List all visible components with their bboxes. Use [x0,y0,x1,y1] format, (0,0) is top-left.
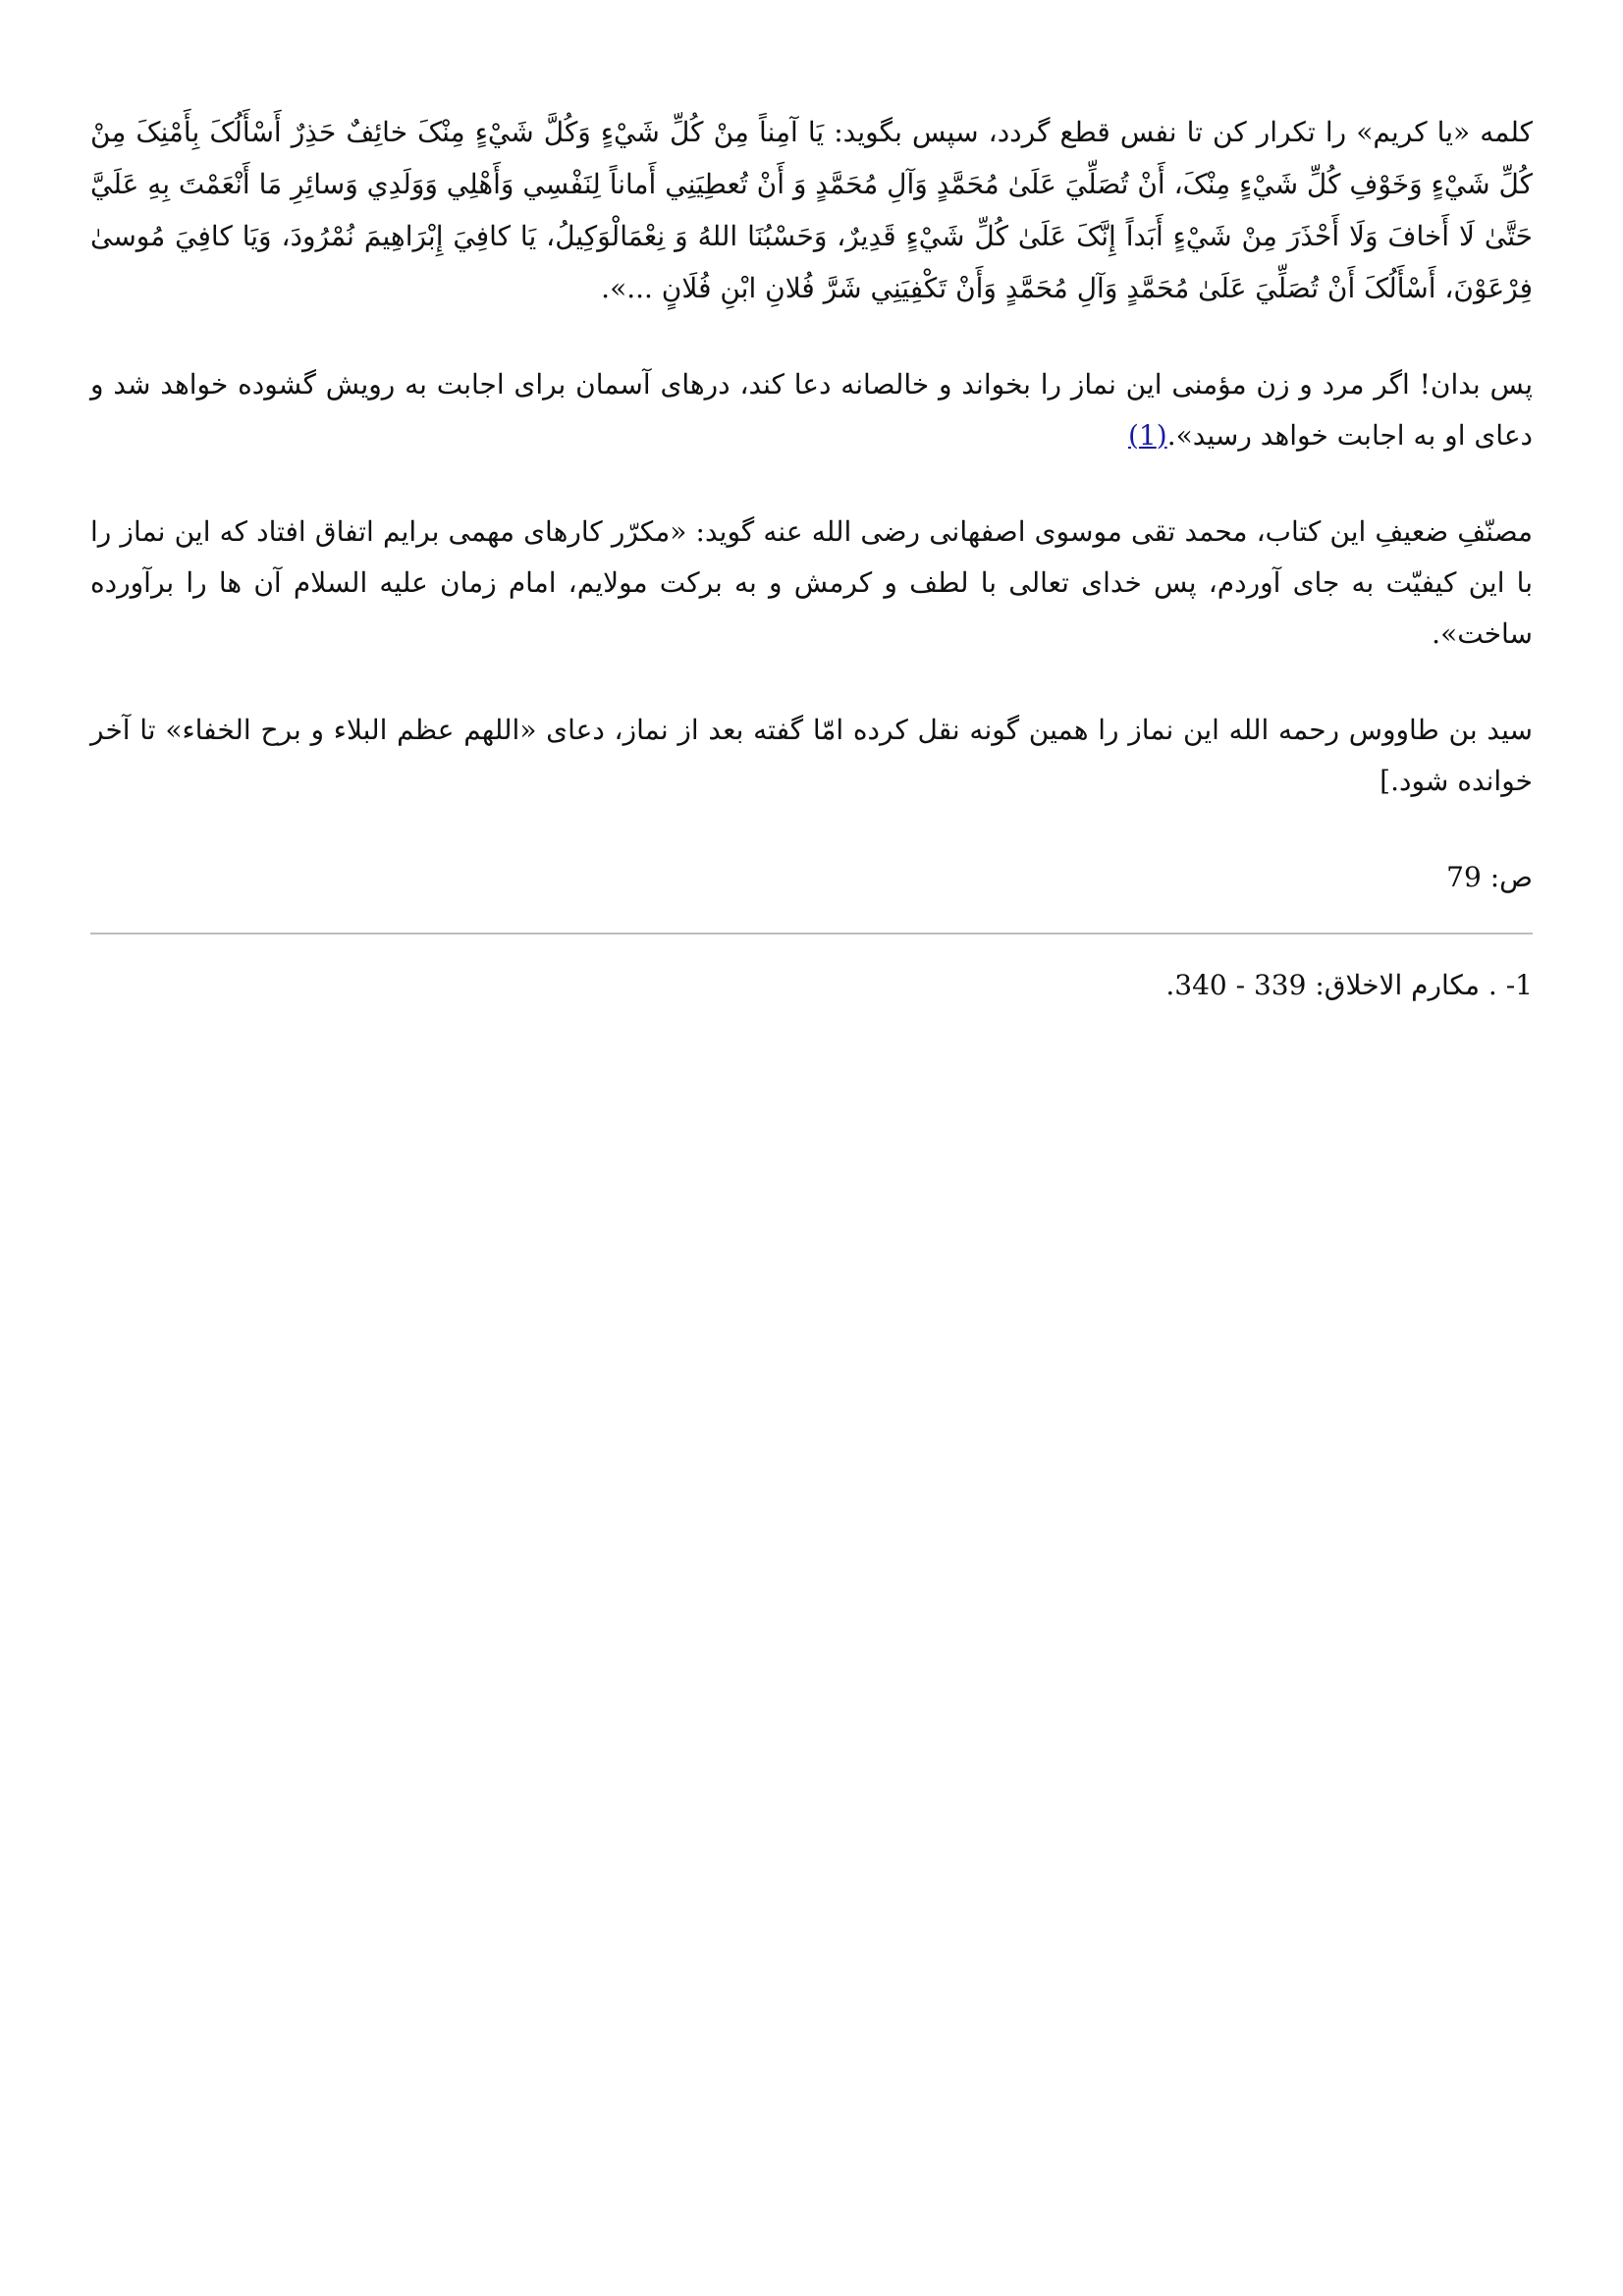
author-note-paragraph: مصنّفِ ضعیفِ این کتاب، محمد تقی موسوی اصفهانی رضی الله عنه گوید: «مکرّر کارهای مهمی برایم اتفاق افتاد که این نماز را با این کیفیّت به جای آوردم، پس خدای تعالی با لطف و کرمش و به برکت مولایم، امام زمان علیه السلام آن ها را برآورده ساخت». [90,515,1534,650]
ibn-tawus-paragraph: سید بن طاووس رحمه الله این نماز را همین گونه نقل کرده امّا گفته بعد از نماز، دعای «اللهم عظم البلاء و برح الخفاء» تا آخر خوانده شود.] [90,714,1533,797]
footnote-divider [90,933,1533,934]
prayer-paragraph: کلمه «یا کریم» را تکرار کن تا نفس قطع گردد، سپس بگوید: یَا آمِناً مِنْ کُلِّ شَيْءٍ وَکُلَّ شَيْءٍ مِنْکَ خائِفٌ حَذِرٌ أَسْأَلُکَ بِأَمْنِکَ مِنْ کُلِّ شَيْءٍ وَخَوْفِ کُلِّ شَيْءٍ مِنْکَ، أَنْ تُصَلِّيَ عَلَىٰ مُحَمَّدٍ وَآلِ مُحَمَّدٍ وَ أَنْ تُعطِيَنِي أَماناً لِنَفْسِي وَأَهْلِي وَوَلَدِي وَسائِرِ مَا أَنْعَمْتَ بِهِ عَلَيَّ حَتَّىٰ لَا أَخافَ وَلَا أَحْذَرَ مِنْ شَيْءٍ أَبَداً إِنَّکَ عَلَىٰ کُلِّ شَيْءٍ قَدِيرٌ، وَحَسْبُنَا اللهُ وَ نِعْمَالْوَکِيلُ، يَا کافِيَ إِبْرَاهِيمَ نُمْرُودَ، وَيَا کافِيَ مُوسىٰ فِرْعَوْنَ، أَسْأَلُکَ أَنْ تُصَلِّيَ عَلَىٰ مُحَمَّدٍ وَآلِ مُحَمَّدٍ وَأَنْ تَکْفِيَنِي شَرَّ فُلانِ ابْنِ فُلَانٍ ...». [90,116,1534,304]
footnote: 1- . مکارم الاخلاق: 339 - 340. [1165,969,1533,1001]
page-number: ص: 79 [1446,861,1533,893]
answer-paragraph-text: پس بدان! اگر مرد و زن مؤمنی این نماز را بخواند و خالصانه دعا کند، درهای آسمان برای اجابت به رویش گشوده خواهد شد و دعای او به اجابت خواهد رسید». [90,368,1533,452]
footnote-reference-link[interactable]: (1) [1127,419,1167,452]
document-page [90,106,1533,1011]
answer-paragraph [90,359,1533,461]
